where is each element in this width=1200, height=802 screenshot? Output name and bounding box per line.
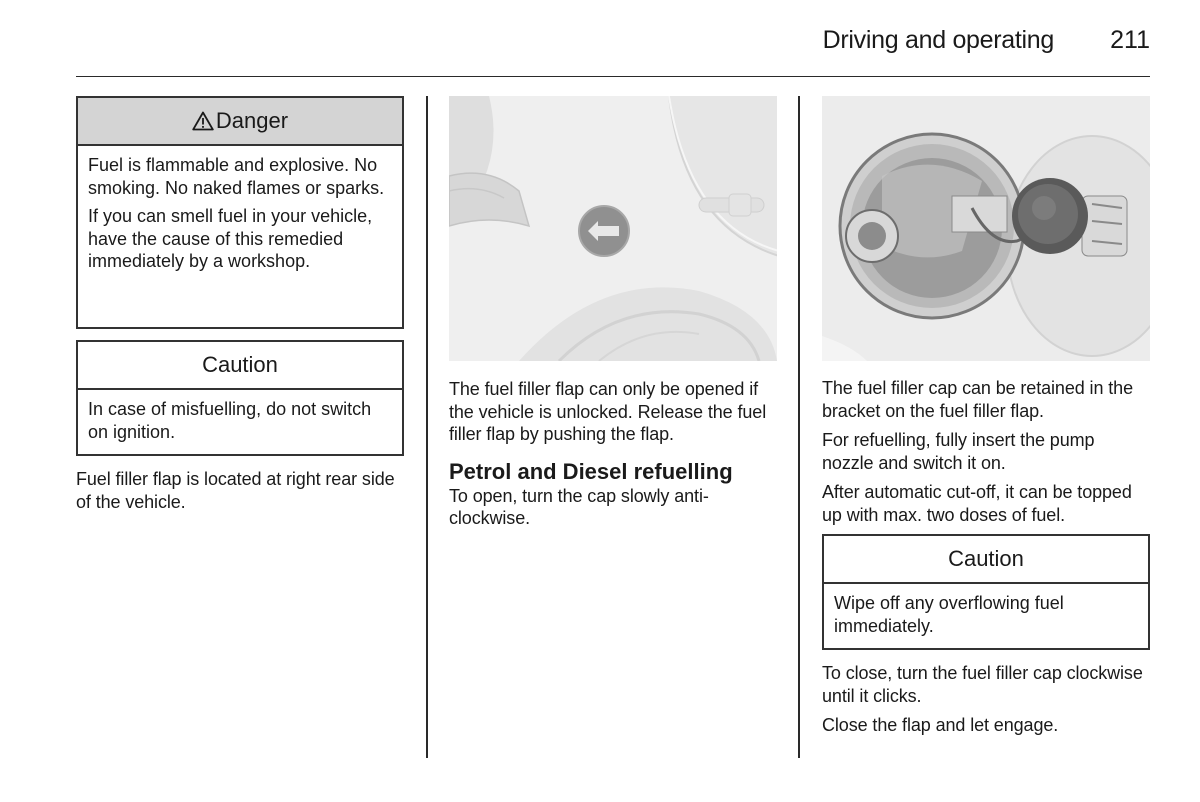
danger-box-header: [78, 98, 402, 146]
column-3: [822, 96, 1150, 744]
fuel-filler-cap-illustration: [822, 96, 1150, 361]
danger-text: If you can smell fuel in your vehicle, have the cause of this remedied immediately by a workshop.: [88, 206, 373, 271]
caution-text: Wipe off any overflowing fuel immediately.: [834, 593, 1064, 636]
caution-box-body: [824, 584, 1148, 645]
danger-box-body: [78, 146, 402, 281]
caution-box-body: [78, 390, 402, 451]
caution-box: [822, 534, 1150, 650]
caution-box: [76, 340, 404, 456]
caution-box-header: [78, 342, 402, 390]
section-heading: Petrol and Diesel refuelling: [449, 458, 733, 484]
caution-title: Caution: [948, 546, 1024, 571]
body-text: Fuel filler flap is located at right rear side of the vehicle.: [76, 469, 395, 512]
page-header: [76, 24, 1150, 77]
close-cap-text: To close, turn the fuel filler cap clockwise until it clicks.: [822, 663, 1143, 706]
fuel-filler-flap-illustration: [449, 96, 777, 361]
column-divider: [798, 96, 800, 758]
caution-text: In case of misfuelling, do not switch on ignition.: [88, 399, 372, 442]
section-title: Driving and operating: [822, 26, 1054, 54]
danger-text: Fuel is flammable and explosive. No smoking. No naked flames or sparks.: [88, 155, 385, 198]
caution-box-header: [824, 536, 1148, 584]
danger-box: [76, 96, 404, 329]
column-2: [449, 96, 777, 537]
open-cap-text: To open, turn the cap slowly anti-clockwise.: [449, 485, 709, 528]
warning-triangle-icon: [192, 111, 214, 131]
column-divider: [426, 96, 428, 758]
flap-release-text: The fuel filler flap can only be opened if the vehicle is unlocked. Release the fuel filler flap by pushing the flap.: [449, 379, 767, 444]
danger-title: Danger: [215, 108, 289, 133]
caution-title: Caution: [202, 352, 278, 377]
refuel-text: For refuelling, fully insert the pump nozzle and switch it on.: [822, 430, 1095, 473]
column-1: [76, 96, 404, 520]
cap-retain-text: The fuel filler cap can be retained in the bracket on the fuel filler flap.: [822, 378, 1133, 421]
cutoff-text: After automatic cut-off, it can be topped up with max. two doses of fuel.: [822, 482, 1132, 525]
page-number: 211: [1110, 26, 1150, 54]
close-flap-text: Close the flap and let engage.: [822, 715, 1059, 735]
